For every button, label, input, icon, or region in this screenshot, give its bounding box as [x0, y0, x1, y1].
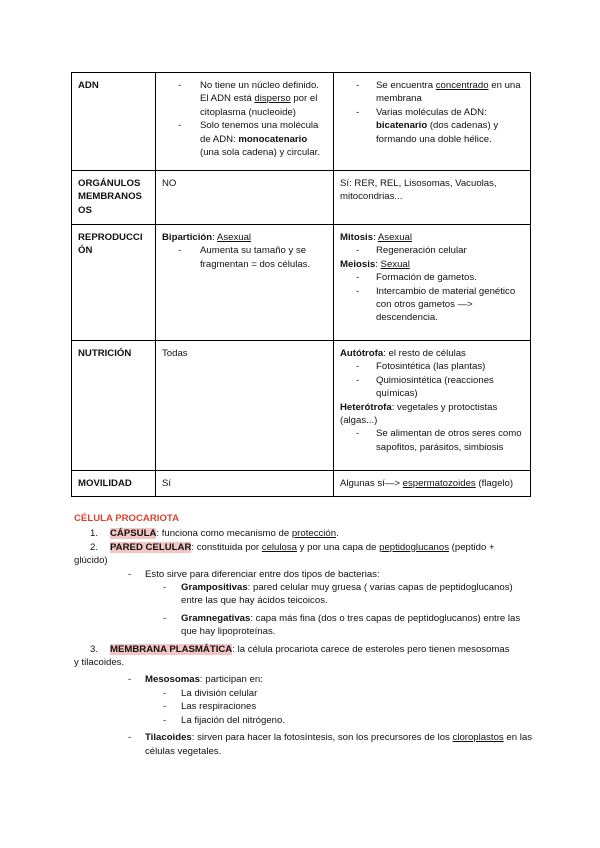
prokaryote-cell: Bipartición: Asexual - Aumenta su tamaño y se fragmentan = dos células.: [156, 225, 334, 341]
comparison-table: [71, 72, 531, 497]
prokaryote-cell: Todas: [156, 341, 334, 471]
eukaryote-cell: Mitosis: Asexual - Regeneración celular Meiosis: Sexual - Formación de gametos. - Intercambio de material genético con otros gametos —> descendencia.: [334, 225, 531, 341]
list-item: - Se alimentan de otros seres como sapofitos, parásitos, simbiosis: [340, 427, 524, 454]
eukaryote-cell: Sí: RER, REL, Lisosomas, Vacuolas, mitocondrias...: [334, 171, 531, 225]
list-item: - La división celular: [74, 687, 534, 700]
table-row: [72, 341, 531, 471]
table-row: [72, 171, 531, 225]
table-row: [72, 471, 531, 497]
list-item: - Aumenta su tamaño y se fragmentan = dos células.: [162, 244, 327, 271]
list-item: - Tilacoides: sirven para hacer la fotosíntesis, son los precursores de los cloroplastos en las células vegetales.: [74, 731, 534, 758]
list-item: - La fijación del nitrógeno.: [74, 714, 534, 727]
section-title: CÉLULA PROCARIOTA: [74, 513, 179, 524]
list-item: - Mesosomas: participan en:: [74, 673, 534, 686]
row-label: ORGÁNULOS MEMBRANOSOS: [72, 171, 156, 225]
prokaryote-cell: Sí: [156, 471, 334, 497]
continuation-text: glúcido): [74, 555, 108, 567]
row-label: REPRODUCCIÓN: [72, 225, 156, 341]
list-item: 2. PARED CELULAR: constituida por celulosa y por una capa de peptidoglucanos (peptido +: [90, 541, 495, 553]
table-row: [72, 73, 531, 171]
prokaryote-cell: [156, 73, 334, 171]
list-item: - Quimiosintética (reacciones químicas): [340, 374, 524, 401]
prokaryote-cell: NO: [156, 171, 334, 225]
list-item: - Solo tenemos una molécula de ADN: monocatenario (una sola cadena) y circular.: [162, 119, 327, 159]
list-item: 3. MEMBRANA PLASMÁTICA: la célula procariota carece de esteroles pero tienen mesosomas: [90, 643, 510, 655]
table-row: [72, 225, 531, 341]
eukaryote-cell: Algunas sí—> espermatozoides (flagelo): [334, 471, 531, 497]
list-item: - Intercambio de material genético con otros gametos —> descendencia.: [340, 285, 524, 325]
list-item: - No tiene un núcleo definido. El ADN está disperso por el citoplasma (nucleoide): [162, 79, 327, 119]
list-item: - Grampositivas: pared celular muy gruesa ( varias capas de peptidoglucanos) entre las que hay ácidos teicoicos.: [74, 581, 534, 608]
prokaryote-section: [74, 512, 534, 758]
eukaryote-cell: Autótrofa: el resto de células - Fotosintética (las plantas) - Quimiosintética (reacciones químicas) Heterótrofa: vegetales y protoctistas (algas...) - Se alimentan de otros seres como sapofitos, parásitos, simbiosis: [334, 341, 531, 471]
list-item: - Varias moléculas de ADN: bicatenario (dos cadenas) y formando una doble hélice.: [340, 106, 524, 146]
row-label: NUTRICIÓN: [72, 341, 156, 471]
list-item: - Fotosintética (las plantas): [340, 360, 524, 373]
list-item: - Regeneración celular: [340, 244, 524, 257]
continuation-text: y tilacoides.: [74, 657, 125, 669]
list-item: - Formación de gametos.: [340, 271, 524, 284]
list-item: - Las respiraciones: [74, 700, 534, 713]
row-label: MOVILIDAD: [72, 471, 156, 497]
eukaryote-cell: [334, 73, 531, 171]
list-item: - Se encuentra concentrado en una membrana: [340, 79, 524, 106]
row-label: ADN: [72, 73, 156, 171]
list-item: - Esto sirve para diferenciar entre dos tipos de bacterias:: [74, 568, 534, 581]
list-item: - Gramnegativas: capa más fina (dos o tres capas de peptidoglucanos) entre las que hay lipoproteínas.: [74, 612, 534, 639]
list-item: 1. CÁPSULA: funciona como mecanismo de protección.: [90, 528, 339, 540]
